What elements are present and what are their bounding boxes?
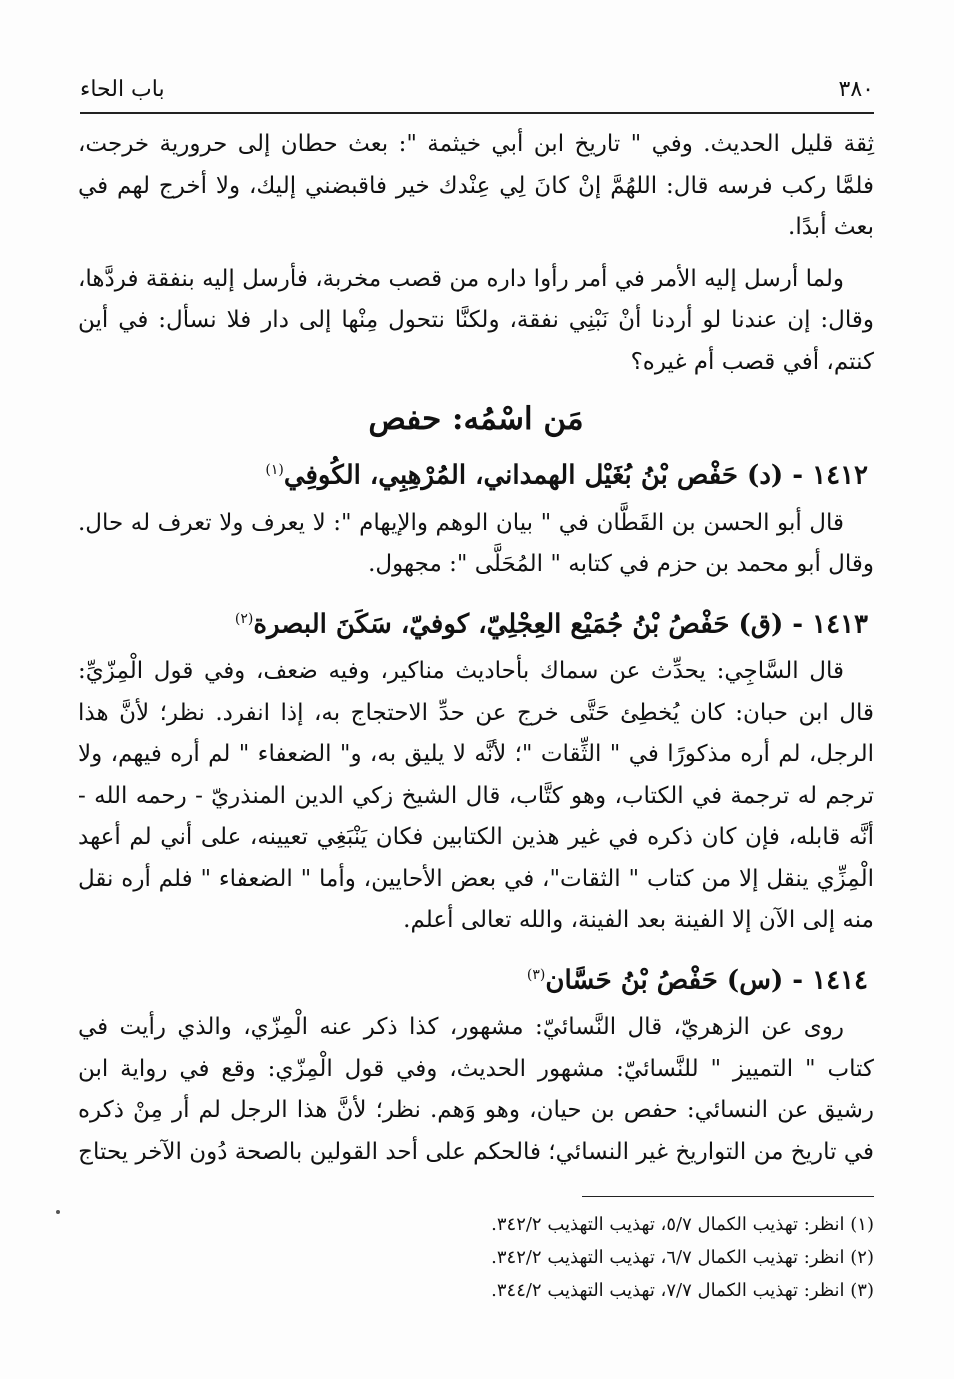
footnote-marker: (١) xyxy=(265,462,284,478)
section-title: مَن اسْمُه: حفص xyxy=(368,401,584,437)
footnote-marker: (٢) xyxy=(234,610,254,627)
paragraph-2: ولما أرسل إليه الأمر في أمر رأوا داره من قصب مخربة، فأرسل إليه بنفقة فردَّها، وقال: إن عندنا لو أردنا أنْ نَبْنِي نفقة، ولكنَّا نتحول مِنْها إلى دار فلا نسأل: في أين كنتم، أفي قصب أم غيره؟ xyxy=(78,265,874,375)
footnote-marker: (٣) xyxy=(526,966,546,983)
page-number: ٣٨٠ xyxy=(838,77,874,102)
footnote-3: (٣) انظر: تهذيب الكمال ٧/٧، تهذيب التهذيب ٣٤٤/٢. xyxy=(491,1280,874,1301)
running-title: باب الحاء xyxy=(80,77,165,102)
entry-text-1413: قال السَّاجِي: يحدِّث عن سماك بأحاديث مناكير، وفيه ضعف، وفي قول الْمِزّيِّ: قال ابن حبان: كان يُخطِئ حَتَّى خرج عن حدِّ الاحتجاج به، إذا انفرد. نظر؛ لأنَّ هذا الرجل، لم أره مذكورًا في " الثِّقات "؛ لأنَّه لا يليق به، و" الضعفاء " لم أره فيهم، ولا ترجم له ترجمة في الكتاب، وهو كتَّاب، قال الشيخ زكي الدين المنذريّ - رحمه الله - أنَّه قابله، فإن كان ذكره في غير هذين الكتابين فكان يَنْبَغِي تعيينه، على أني لم أعهد الْمِزِّي ينقل إلا من كتاب " الثقات"، في بعض الأحايين، وأما " الضعفاء " فلم أره نقل منه إلى الآن إلا الفينة بعد الفينة، والله تعالى أعلم. xyxy=(78,658,874,934)
paragraph-1: ثِقة قليل الحديث. وفي " تاريخ ابن أبي خيثمة ": بعث حطان إلى حرورية خرجت، فلمَّا ركب فرسه قال: اللهُمَّ إنْ كانَ لِي عِنْدك خير فاقبضني إليك، ولا أخرج لهم في بعث أبدًا. xyxy=(78,131,874,240)
footnote-rule xyxy=(582,1196,874,1197)
entry-heading-text: ١٤١٣ - (ق) حَفْصُ بْنُ جُمَيْع العِجْلِيّ، كوفيّ، سَكَنَ البصرة xyxy=(253,609,868,640)
entry-text-1414: روى عن الزهريّ، قال النَّسائيّ: مشهور، كذا ذكر عنه الْمِزّي، والذي رأيت في كتاب " التمييز " للنَّسائيّ: مشهور الحديث، وفي قول الْمِزّي: وقع في رواية ابن رشيق عن النسائي: حفص بن حيان، وهو وَهم. نظر؛ لأنَّ هذا الرجل لم أر مِنْ ذكره في تاريخ من التواريخ غير النسائي؛ فالحكم على أحد القولين بالصحة دُون الآخر يحتاج xyxy=(78,1014,874,1165)
footnote-2: (٢) انظر: تهذيب الكمال ٦/٧، تهذيب التهذيب ٣٤٢/٢. xyxy=(491,1247,874,1268)
scan-speck xyxy=(56,1210,60,1214)
footnotes xyxy=(80,1208,874,1307)
page-header xyxy=(80,62,874,102)
entry-heading-1412 xyxy=(78,447,874,499)
entry-heading-1414 xyxy=(78,952,874,1004)
footnote-1: (١) انظر: تهذيب الكمال ٥/٧، تهذيب التهذيب ٣٤٢/٢. xyxy=(491,1214,874,1235)
entry-heading-text: ١٤١٢ - (د) حَفْص بْنُ بُغَيْل الهمداني، المُرْهِبِي، الكُوفِي xyxy=(283,460,868,491)
entry-heading-text: ١٤١٤ - (س) حَفْصُ بْنُ حَسَّان xyxy=(545,965,868,996)
page-body xyxy=(78,124,874,1183)
entry-heading-1413 xyxy=(78,596,874,648)
header-rule xyxy=(80,112,874,114)
entry-text-1412: قال أبو الحسن بن القَطَّان في " بيان الوهم والإيهام ": لا يعرف ولا تعرف له حال. وقال أبو محمد بن حزم في كتابه " المُحَلَّى ": مجهول. xyxy=(78,509,874,578)
